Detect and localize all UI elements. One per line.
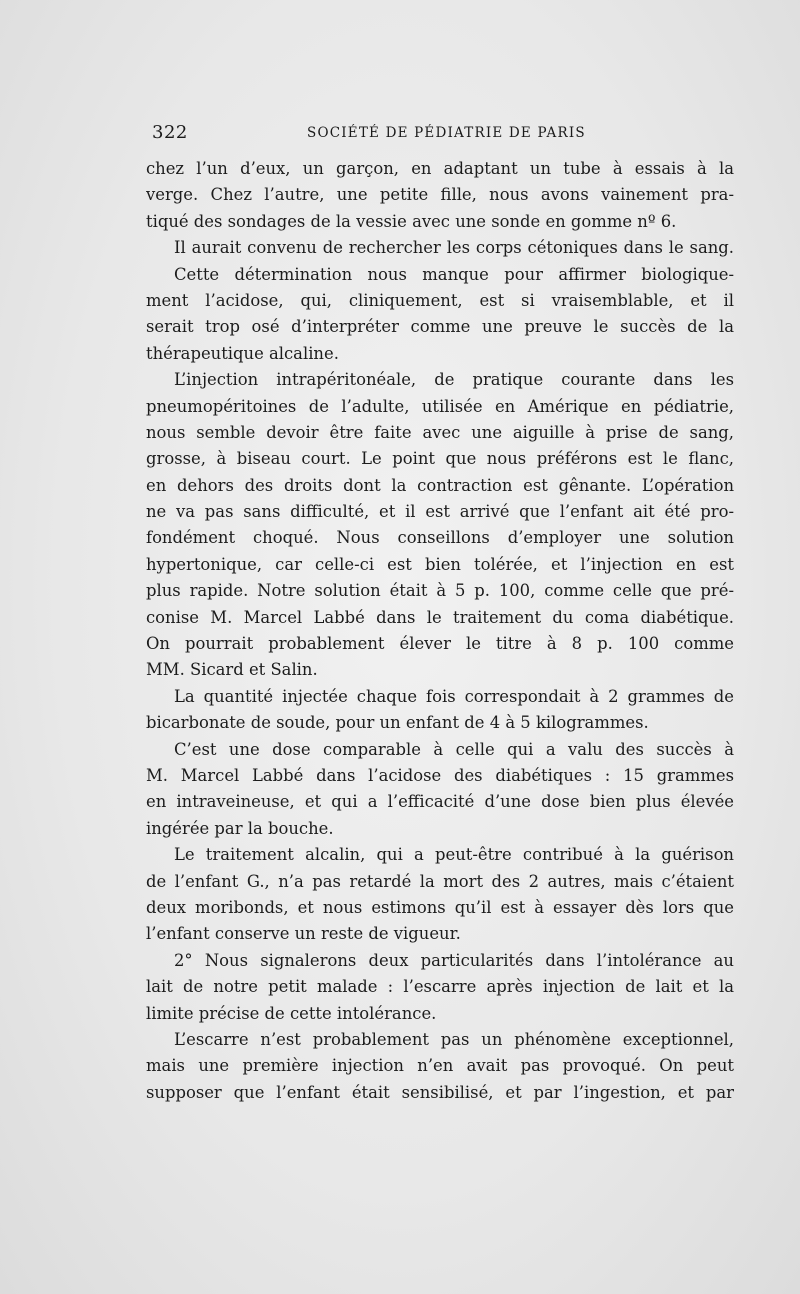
text-line: en dehors des droits dont la contraction est gênante. L’opération [146,475,734,495]
text-line: fondément choqué. Nous conseillons d’employer une solution [146,528,734,548]
page-header [152,122,736,146]
text-line: plus rapide. Notre solution était à 5 p. 100, comme celle que pré- [146,581,734,601]
text-line: conise M. Marcel Labbé dans le traitement du coma diabétique. [146,607,734,627]
text-line: bicarbonate de soude, pour un enfant de 4 à 5 kilogrammes. [146,713,649,733]
text-line: ment l’acidose, qui, cliniquement, est si vraisemblable, et il [146,290,734,310]
text-line: 2° Nous signalerons deux particularités dans l’intolérance au [174,950,734,970]
text-line: Cette détermination nous manque pour affirmer biologique- [174,264,734,284]
text-line: supposer que l’enfant était sensibilisé, et par l’ingestion, et par [146,1082,734,1102]
text-line: lait de notre petit malade : l’escarre après injection de lait et la [146,977,734,997]
text-line: nous semble devoir être faite avec une aiguille à prise de sang, [146,422,734,442]
text-line: MM. Sicard et Salin. [146,660,318,680]
text-line: ingérée par la bouche. [146,818,334,838]
text-line: L’escarre n’est probablement pas un phénomène exceptionnel, [174,1029,734,1049]
text-line: tiqué des sondages de la vessie avec une sonde en gomme nº 6. [146,211,677,231]
text-line: On pourrait probablement élever le titre à 8 p. 100 comme [146,634,734,654]
text-line: grosse, à biseau court. Le point que nous préférons est le flanc, [146,449,734,469]
text-line: L’injection intrapéritonéale, de pratique courante dans les [174,370,734,390]
text-line: thérapeutique alcaline. [146,343,339,363]
text-line: serait trop osé d’interpréter comme une preuve le succès de la [146,317,734,337]
text-line: en intraveineuse, et qui a l’efficacité d’une dose bien plus élevée [146,792,734,812]
text-line: pneumopéritoines de l’adulte, utilisée en Amérique en pédiatrie, [146,396,734,416]
text-line: mais une première injection n’en avait pas provoqué. On peut [146,1056,734,1076]
text-line: limite précise de cette intolérance. [146,1003,437,1023]
text-line: Le traitement alcalin, qui a peut-être contribué à la guérison [174,845,734,865]
text-line: l’enfant conserve un reste de vigueur. [146,924,461,944]
text-line: M. Marcel Labbé dans l’acidose des diabétiques : 15 grammes [146,765,734,785]
text-line: C’est une dose comparable à celle qui a valu des succès à [174,739,734,759]
text-line: hypertonique, car celle-ci est bien tolérée, et l’injection en est [146,554,734,574]
text-line: deux moribonds, et nous estimons qu’il est à essayer dès lors que [146,897,734,917]
text-line: de l’enfant G., n’a pas retardé la mort des 2 autres, mais c’étaient [146,871,734,891]
page-number: 322 [152,122,188,143]
text-line: Il aurait convenu de rechercher les corps cétoniques dans le sang. [174,238,734,258]
running-title: SOCIÉTÉ DE PÉDIATRIE DE PARIS [307,125,586,141]
text-line: chez l’un d’eux, un garçon, en adaptant un tube à essais à la [146,159,734,178]
text-line: La quantité injectée chaque fois correspondait à 2 grammes de [174,686,734,706]
text-line: ne va pas sans difficulté, et il est arrivé que l’enfant ait été pro- [146,502,734,522]
text-line: verge. Chez l’autre, une petite fille, nous avons vainement pra- [146,185,734,205]
body-text [146,156,734,1106]
